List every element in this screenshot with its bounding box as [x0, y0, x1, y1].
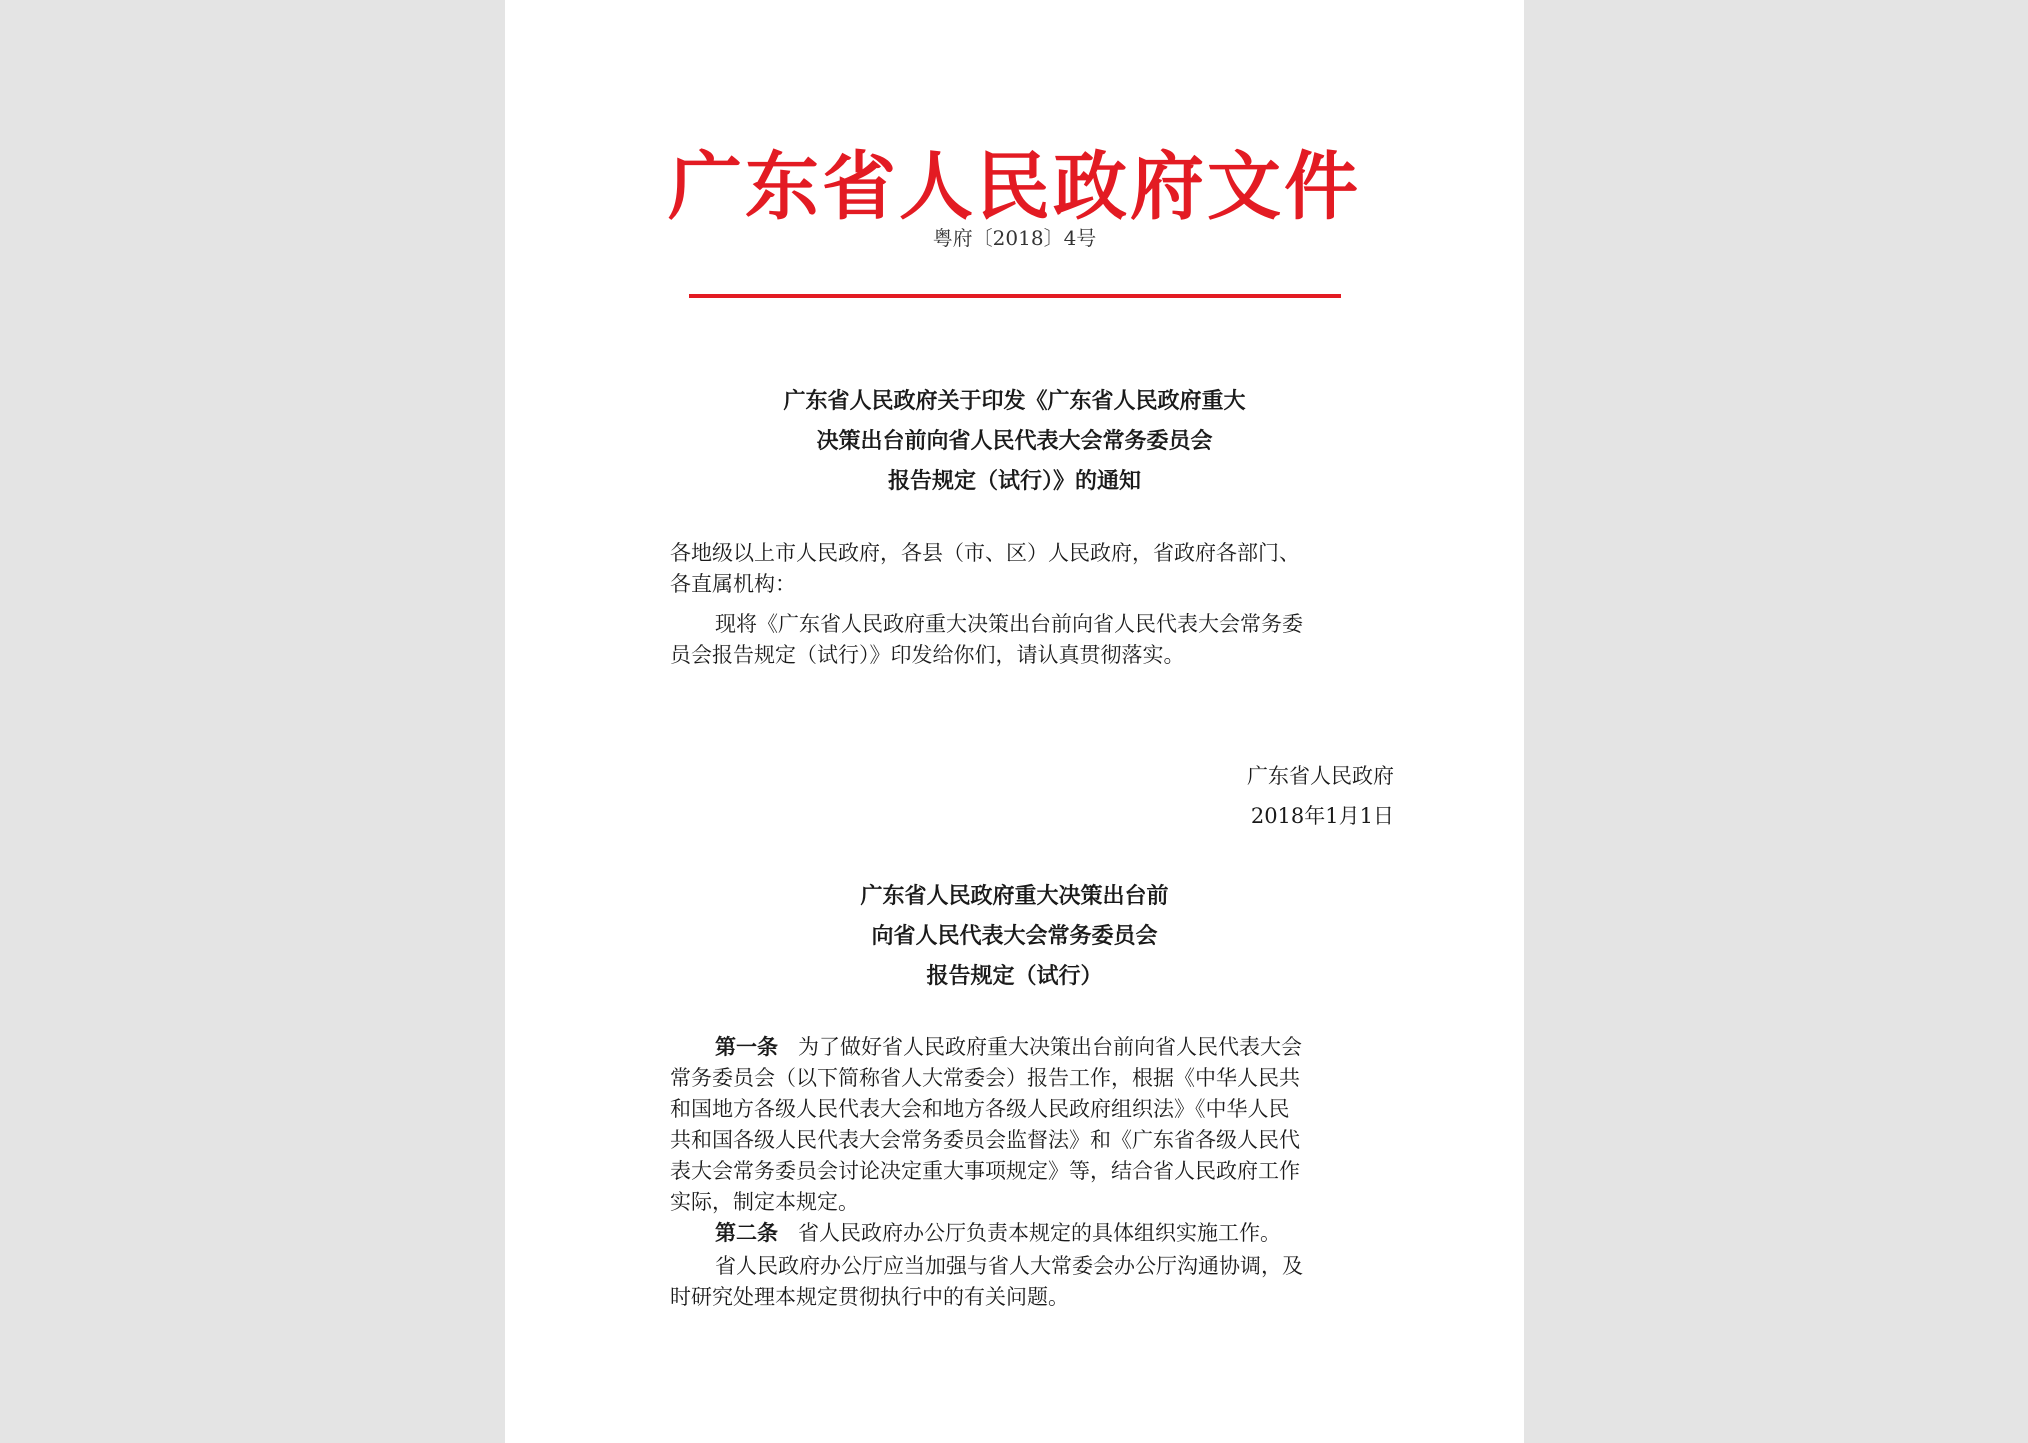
document-header-title: 广东省人民政府文件 [668, 144, 1361, 230]
notice-title-line: 广东省人民政府关于印发《广东省人民政府重大 [783, 389, 1246, 414]
signature-issuer: 广东省人民政府 [1247, 764, 1394, 788]
header-divider [689, 294, 1341, 298]
article-1-first-line [715, 1031, 1302, 1061]
article-1-line: 共和国各级人民代表大会常务委员会监督法》和《广东省各级人民代 [670, 1128, 1300, 1152]
notice-title-line: 决策出台前向省人民代表大会常务委员会 [816, 429, 1213, 454]
article-1-line: 和国地方各级人民代表大会和地方各级人民政府组织法》《中华人民 [670, 1097, 1290, 1121]
regulation-title-line: 报告规定（试行） [926, 964, 1103, 989]
article-1-label: 第一条 [715, 1035, 778, 1059]
article-2-text: 省人民政府办公厅负责本规定的具体组织实施工作。 [798, 1221, 1282, 1245]
article-1-line: 实际，制定本规定。 [670, 1190, 859, 1214]
notice-body-line: 现将《广东省人民政府重大决策出台前向省人民代表大会常务委 [715, 612, 1303, 636]
notice-body-line: 员会报告规定（试行）》印发给你们，请认真贯彻落实。 [670, 643, 1185, 667]
regulation-title-line: 向省人民代表大会常务委员会 [871, 924, 1158, 949]
article-2-label: 第二条 [715, 1221, 778, 1245]
addressee-line: 各地级以上市人民政府，各县（市、区）人民政府，省政府各部门、 [670, 541, 1300, 565]
article-1-line: 表大会常务委员会讨论决定重大事项规定》等，结合省人民政府工作 [670, 1159, 1300, 1183]
article-1-line: 常务委员会（以下简称省人大常委会）报告工作，根据《中华人民共 [670, 1066, 1300, 1090]
addressee-line: 各直属机构： [670, 572, 796, 596]
signature-date: 2018年1月1日 [1250, 804, 1394, 828]
document-number: 粤府〔2018〕4号 [932, 226, 1097, 250]
article-2-paragraph-line: 时研究处理本规定贯彻执行中的有关问题。 [670, 1285, 1069, 1309]
article-2-first-line [715, 1217, 1281, 1247]
document-page [505, 0, 1524, 1443]
notice-title-line: 报告规定（试行）》的通知 [887, 469, 1141, 494]
article-2-paragraph-line: 省人民政府办公厅应当加强与省人大常委会办公厅沟通协调，及 [715, 1254, 1303, 1278]
article-1-text: 为了做好省人民政府重大决策出台前向省人民代表大会 [798, 1035, 1303, 1059]
regulation-title-line: 广东省人民政府重大决策出台前 [860, 884, 1169, 909]
